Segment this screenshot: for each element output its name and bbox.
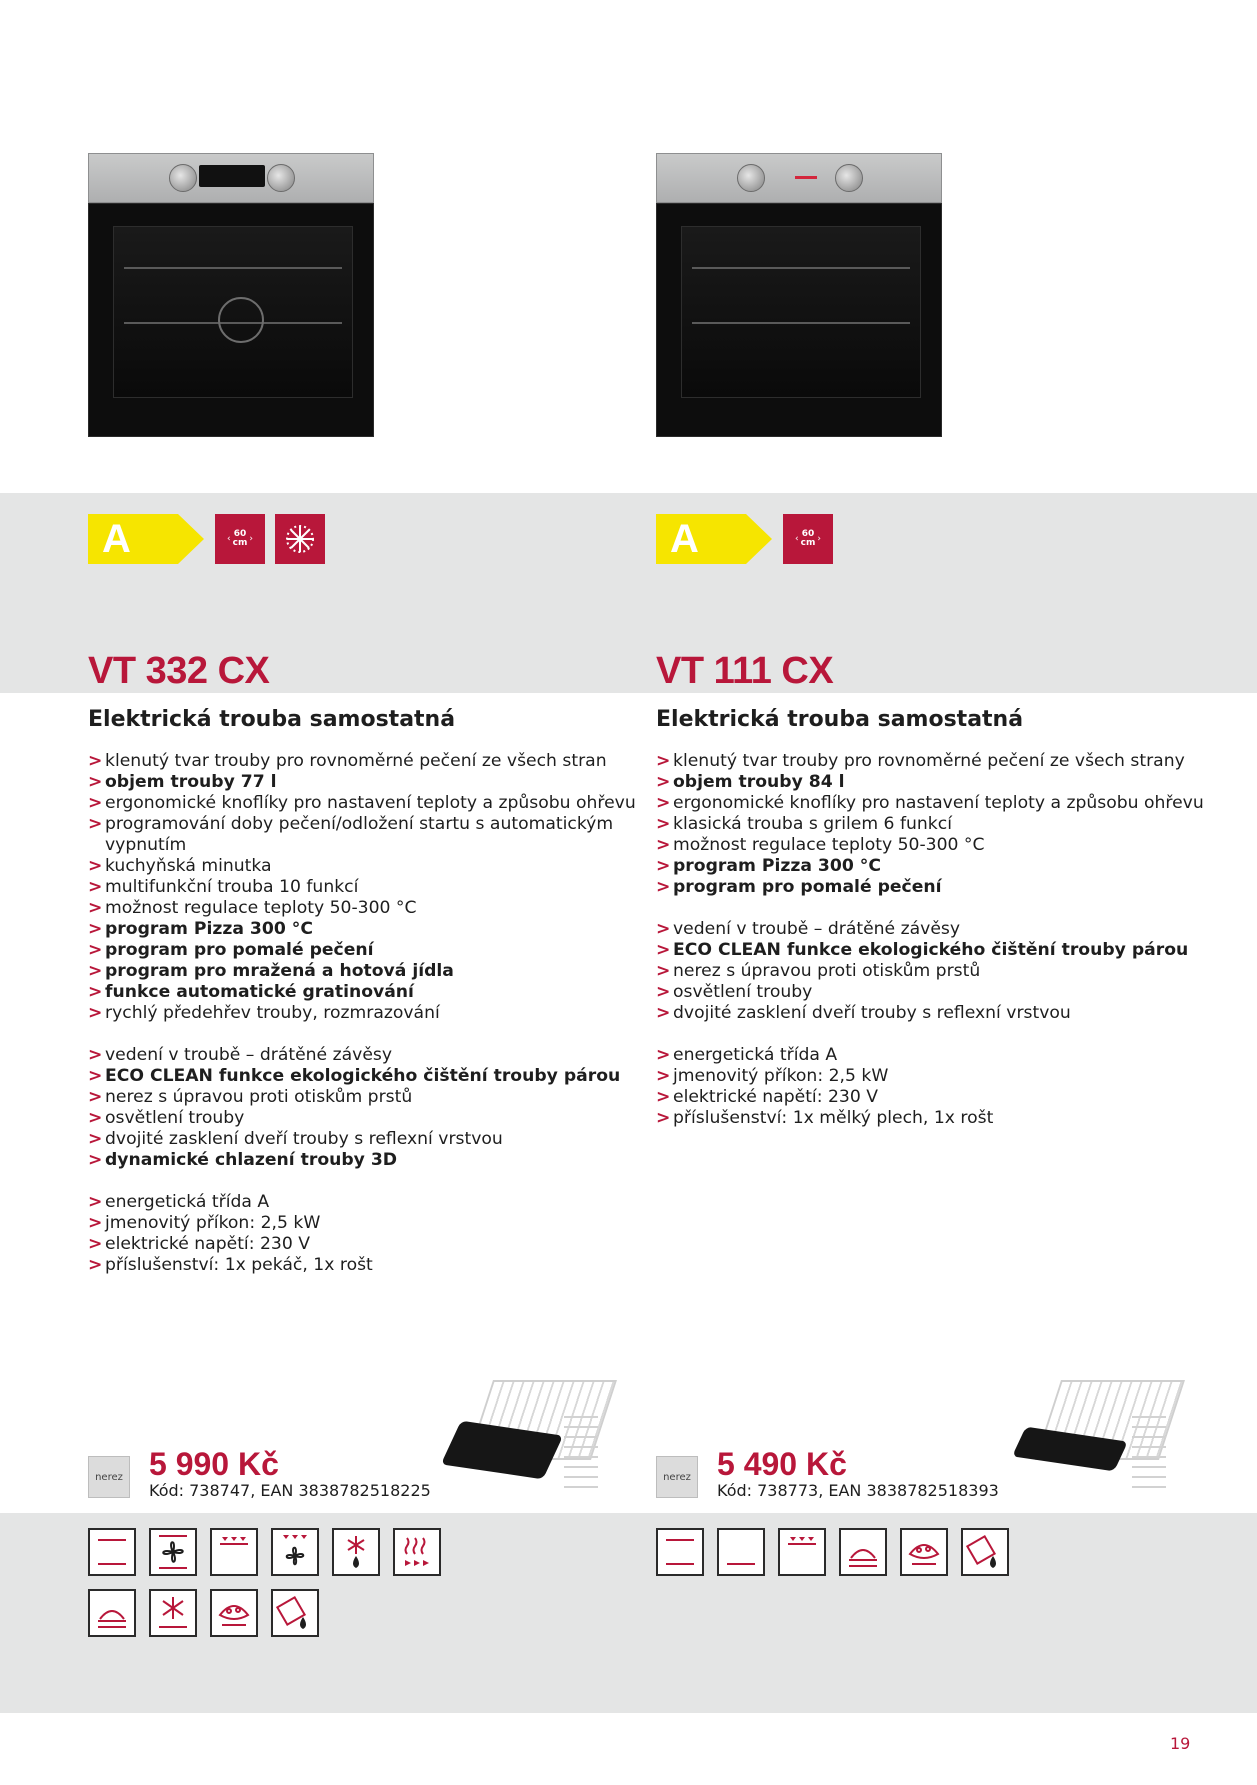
- feature-item: > vedení v troubě – drátěné závěsy: [88, 1045, 648, 1066]
- feature-group: [88, 751, 648, 1024]
- feature-group: [656, 1045, 1216, 1129]
- product-card-vt111cx: [656, 0, 1216, 1785]
- oven-display: [199, 165, 265, 187]
- energy-class: A: [102, 517, 131, 561]
- energy-class: A: [670, 517, 699, 561]
- feature-item: > dvojité zasklení dveří trouby s reflexní vrstvou: [88, 1129, 648, 1150]
- feature-item: > energetická třída A: [656, 1045, 1216, 1066]
- feature-group: [88, 1192, 648, 1276]
- product-subtitle: Elektrická trouba samostatná: [88, 707, 456, 732]
- oven-window: [681, 226, 921, 398]
- oven-indicator: [795, 176, 817, 179]
- accessories-image: [1016, 1380, 1176, 1500]
- feature-item: > ECO CLEAN funkce ekologického čištění trouby párou: [656, 940, 1216, 961]
- feature-item: > program pro mražená a hotová jídla: [88, 961, 648, 982]
- defrost-snowflake-icon: [275, 514, 325, 564]
- knob-icon: [169, 164, 197, 192]
- top-bottom-heat-icon: [656, 1528, 704, 1576]
- hot-air-icon: [149, 1528, 197, 1576]
- product-model: VT 332 CX: [88, 650, 270, 692]
- feature-item: > kuchyňská minutka: [88, 856, 648, 877]
- grill-fan-icon: [271, 1528, 319, 1576]
- feature-item: > ergonomické knoflíky pro nastavení teploty a způsobu ohřevu: [656, 793, 1216, 814]
- feature-item: > energetická třída A: [88, 1192, 648, 1213]
- defrost-steam-icon: [332, 1528, 380, 1576]
- feature-item: > dvojité zasklení dveří trouby s reflexní vrstvou: [656, 1003, 1216, 1024]
- width-60cm-icon: ‹ 60 cm ›: [783, 514, 833, 564]
- feature-item: > elektrické napětí: 230 V: [656, 1087, 1216, 1108]
- fan-icon: [218, 297, 264, 343]
- knob-icon: [267, 164, 295, 192]
- feature-group: [88, 1045, 648, 1171]
- oven-control-panel: [656, 153, 942, 203]
- feature-item: > objem trouby 77 l: [88, 772, 648, 793]
- eco-clean-icon: [271, 1589, 319, 1637]
- feature-item: > klenutý tvar trouby pro rovnoměrné pečení ze všech stran: [88, 751, 648, 772]
- feature-item: > funkce automatické gratinování: [88, 982, 648, 1003]
- feature-item: > jmenovitý příkon: 2,5 kW: [656, 1066, 1216, 1087]
- fast-preheat-icon: [393, 1528, 441, 1576]
- eco-clean-icon: [961, 1528, 1009, 1576]
- feature-item: > jmenovitý příkon: 2,5 kW: [88, 1213, 648, 1234]
- price: 5 990 Kč: [149, 1446, 279, 1482]
- oven-door: [656, 203, 942, 437]
- feature-item: > program Pizza 300 °C: [656, 856, 1216, 877]
- slow-cooking-icon: [88, 1589, 136, 1637]
- knob-icon: [737, 164, 765, 192]
- feature-list: [88, 751, 648, 1276]
- material-swatch: nerez: [88, 1456, 130, 1498]
- feature-item: > klenutý tvar trouby pro rovnoměrné pečení ze všech strany: [656, 751, 1216, 772]
- feature-item: > příslušenství: 1x mělký plech, 1x rošt: [656, 1108, 1216, 1129]
- feature-item: > multifunkční trouba 10 funkcí: [88, 877, 648, 898]
- price: 5 490 Kč: [717, 1446, 847, 1482]
- feature-item: > rychlý předehřev trouby, rozmrazování: [88, 1003, 648, 1024]
- top-heat-icon: [778, 1528, 826, 1576]
- page-number: 19: [1170, 1734, 1191, 1753]
- feature-list: [656, 751, 1216, 1129]
- product-image-oven: [656, 153, 942, 437]
- top-bottom-heat-icon: [88, 1528, 136, 1576]
- feature-item: > ECO CLEAN funkce ekologického čištění trouby párou: [88, 1066, 648, 1087]
- top-heat-fan-icon: [210, 1528, 258, 1576]
- knob-icon: [835, 164, 863, 192]
- product-code: Kód: 738773, EAN 3838782518393: [717, 1481, 999, 1500]
- feature-item: > program pro pomalé pečení: [88, 940, 648, 961]
- frozen-food-icon: [149, 1589, 197, 1637]
- oven-door: [88, 203, 374, 437]
- feature-item: > možnost regulace teploty 50-300 °C: [88, 898, 648, 919]
- feature-item: > vedení v troubě – drátěné závěsy: [656, 919, 1216, 940]
- feature-item: > objem trouby 84 l: [656, 772, 1216, 793]
- feature-item: > elektrické napětí: 230 V: [88, 1234, 648, 1255]
- product-model: VT 111 CX: [656, 650, 834, 692]
- feature-item: > nerez s úpravou proti otiskům prstů: [656, 961, 1216, 982]
- feature-item: > příslušenství: 1x pekáč, 1x rošt: [88, 1255, 648, 1276]
- feature-item: > programování doby pečení/odložení startu s automatickým vypnutím: [88, 814, 648, 856]
- energy-label: [656, 514, 772, 564]
- oven-window: [113, 226, 353, 398]
- energy-label: [88, 514, 204, 564]
- feature-item: > ergonomické knoflíky pro nastavení teploty a způsobu ohřevu: [88, 793, 648, 814]
- pizza-program-icon: [900, 1528, 948, 1576]
- feature-item: > program pro pomalé pečení: [656, 877, 1216, 898]
- width-60cm-icon: ‹ 60 cm ›: [215, 514, 265, 564]
- product-code: Kód: 738747, EAN 3838782518225: [149, 1481, 431, 1500]
- feature-item: > možnost regulace teploty 50-300 °C: [656, 835, 1216, 856]
- feature-item: > nerez s úpravou proti otiskům prstů: [88, 1087, 648, 1108]
- product-card-vt332cx: [88, 0, 648, 1785]
- feature-item: > dynamické chlazení trouby 3D: [88, 1150, 648, 1171]
- accessories-image: [448, 1380, 608, 1500]
- product-subtitle: Elektrická trouba samostatná: [656, 707, 1024, 732]
- oven-control-panel: [88, 153, 374, 203]
- feature-item: > osvětlení trouby: [656, 982, 1216, 1003]
- pizza-program-icon: [210, 1589, 258, 1637]
- material-swatch: nerez: [656, 1456, 698, 1498]
- feature-group: [656, 751, 1216, 898]
- bottom-heat-icon: [717, 1528, 765, 1576]
- feature-group: [656, 919, 1216, 1024]
- feature-item: > program Pizza 300 °C: [88, 919, 648, 940]
- feature-item: > osvětlení trouby: [88, 1108, 648, 1129]
- feature-item: > klasická trouba s grilem 6 funkcí: [656, 814, 1216, 835]
- slow-cooking-icon: [839, 1528, 887, 1576]
- product-image-oven: [88, 153, 374, 437]
